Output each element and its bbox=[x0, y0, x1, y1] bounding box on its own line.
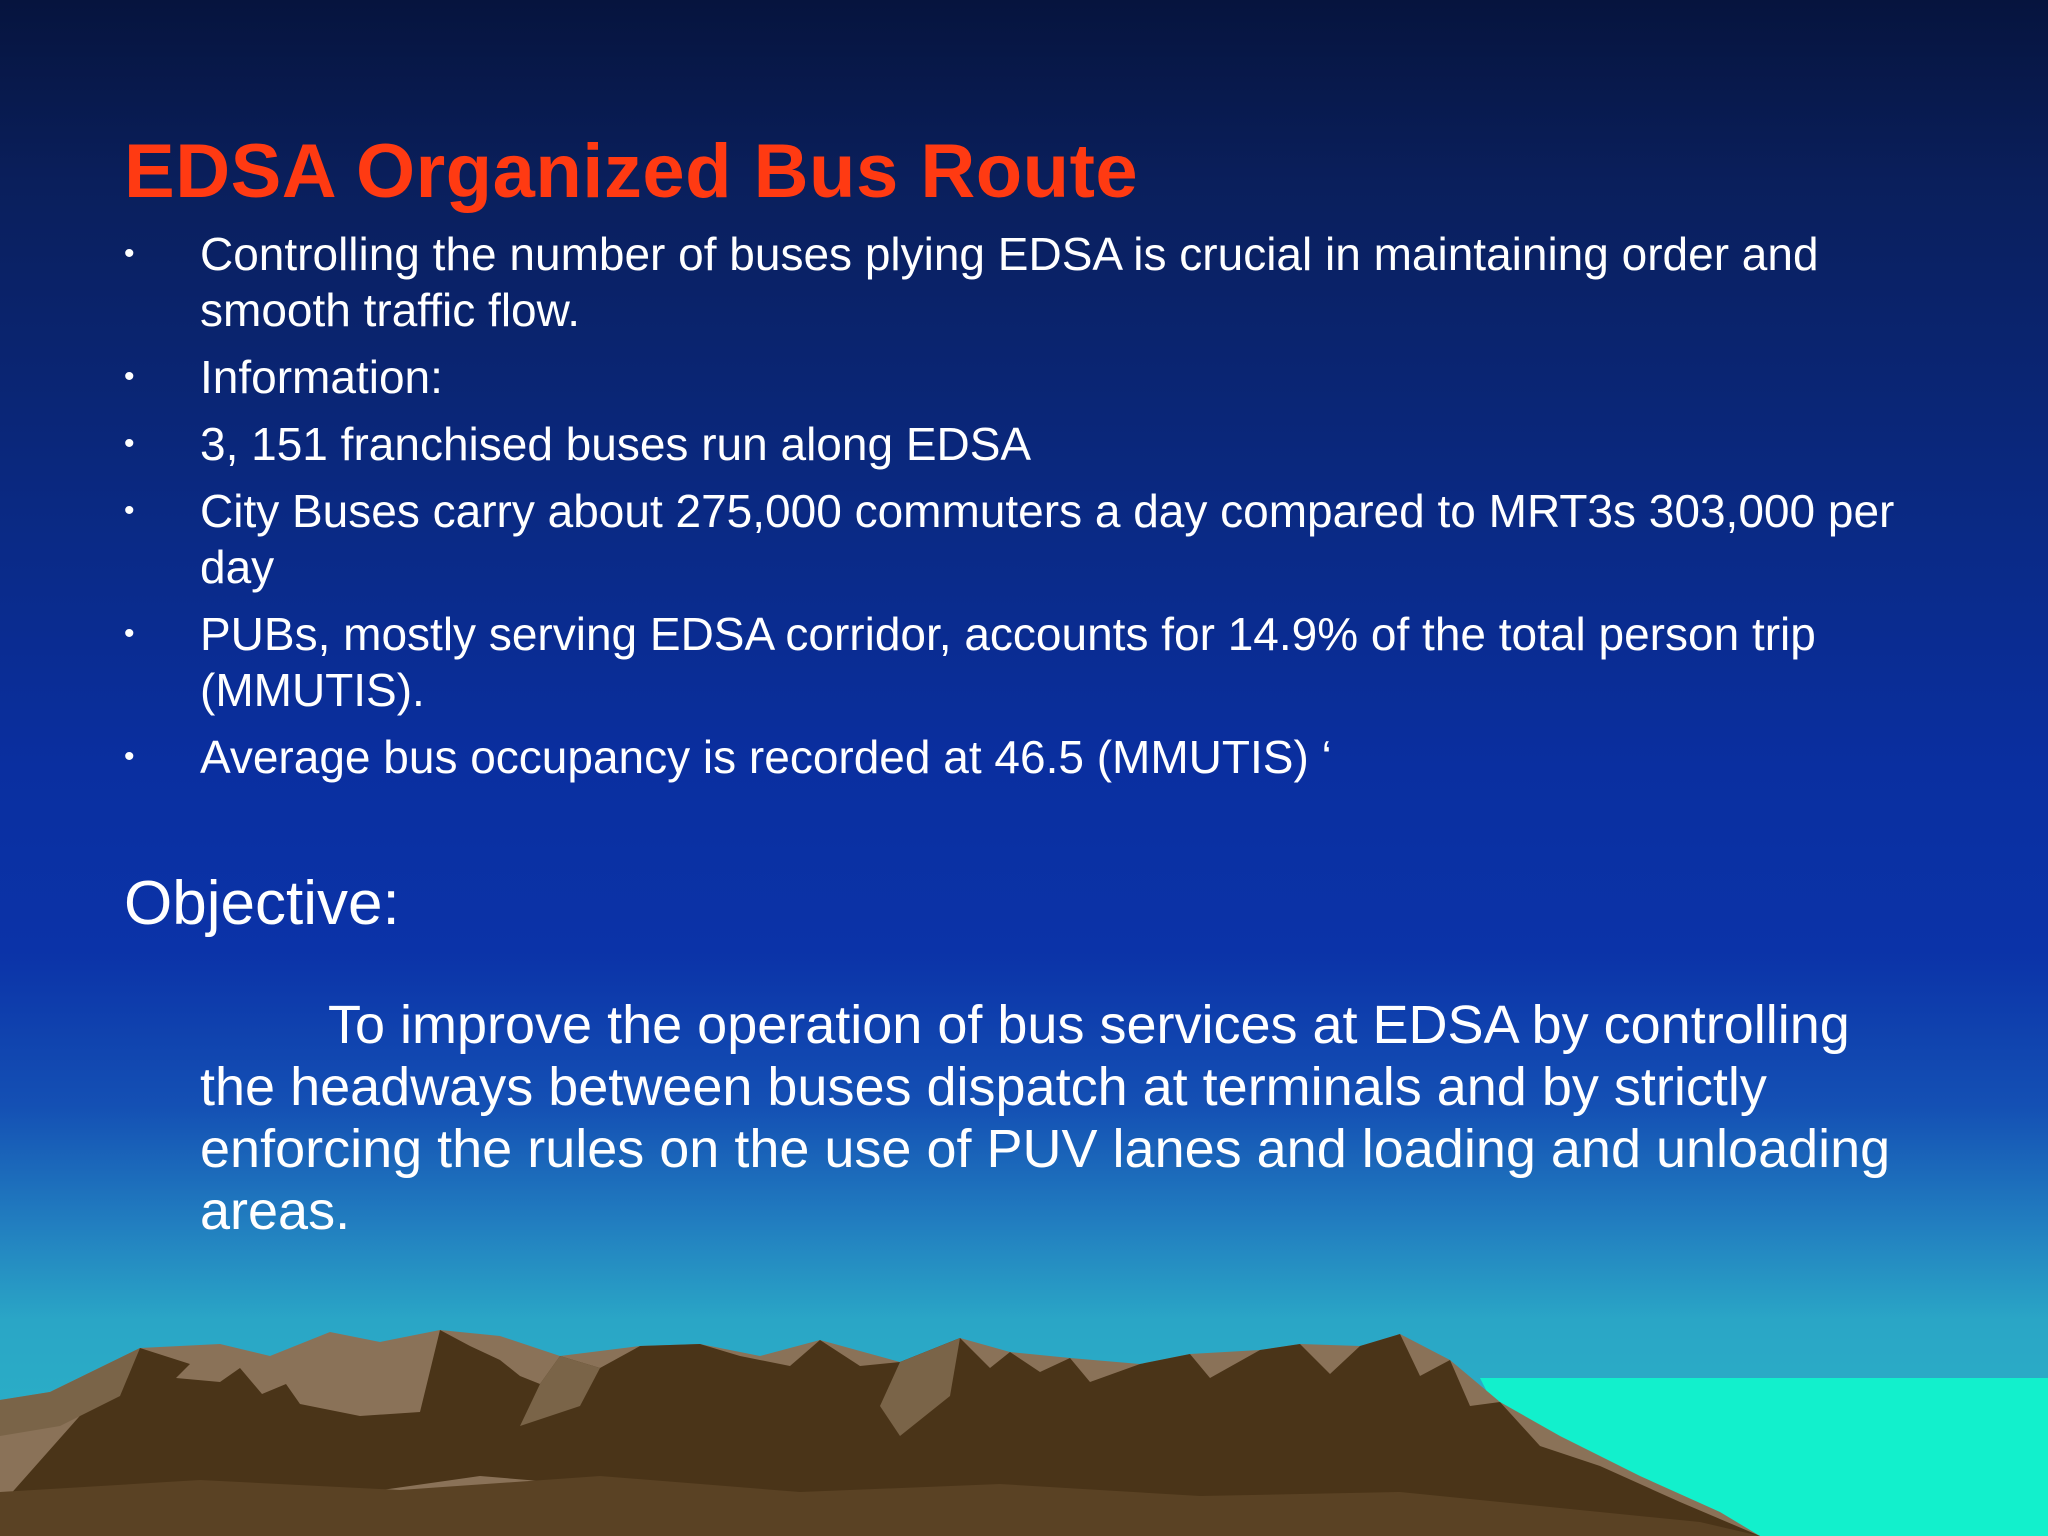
bullet-dot: • bbox=[124, 360, 135, 393]
bullet-dot: • bbox=[124, 617, 135, 650]
bullet-dot: • bbox=[124, 427, 135, 460]
bullet-item bbox=[124, 349, 1944, 405]
bullet-text: City Buses carry about 275,000 commuters a day compared to MRT3s 303,000 per day bbox=[200, 485, 1895, 593]
bullet-item bbox=[124, 226, 1944, 338]
bullet-dot: • bbox=[124, 237, 135, 270]
bullet-text: Average bus occupancy is recorded at 46.5 (MMUTIS) ‘ bbox=[200, 731, 1332, 783]
bullet-item bbox=[124, 483, 1944, 595]
bullet-item bbox=[124, 729, 1944, 785]
slide-title: EDSA Organized Bus Route bbox=[124, 129, 1139, 214]
objective-heading: Objective: bbox=[124, 869, 400, 938]
mountain-landscape bbox=[0, 1316, 2048, 1536]
bullet-dot: • bbox=[124, 494, 135, 527]
bullet-text: 3, 151 franchised buses run along EDSA bbox=[200, 418, 1032, 470]
objective-text: To improve the operation of bus services at EDSA by controlling the headways between buses dispatch at terminals and by strictly enforcing the rules on the use of PUV lanes and loading and unloading areas. bbox=[200, 995, 1891, 1241]
bullet-text: Information: bbox=[200, 351, 443, 403]
bullet-dot: • bbox=[124, 740, 135, 773]
bullet-text: Controlling the number of buses plying EDSA is crucial in maintaining order and smooth traffic flow. bbox=[200, 228, 1819, 336]
bullet-list bbox=[124, 226, 1944, 796]
bullet-text: PUBs, mostly serving EDSA corridor, accounts for 14.9% of the total person trip (MMUTIS). bbox=[200, 608, 1816, 716]
bullet-item bbox=[124, 416, 1944, 472]
bullet-item bbox=[124, 606, 1944, 718]
